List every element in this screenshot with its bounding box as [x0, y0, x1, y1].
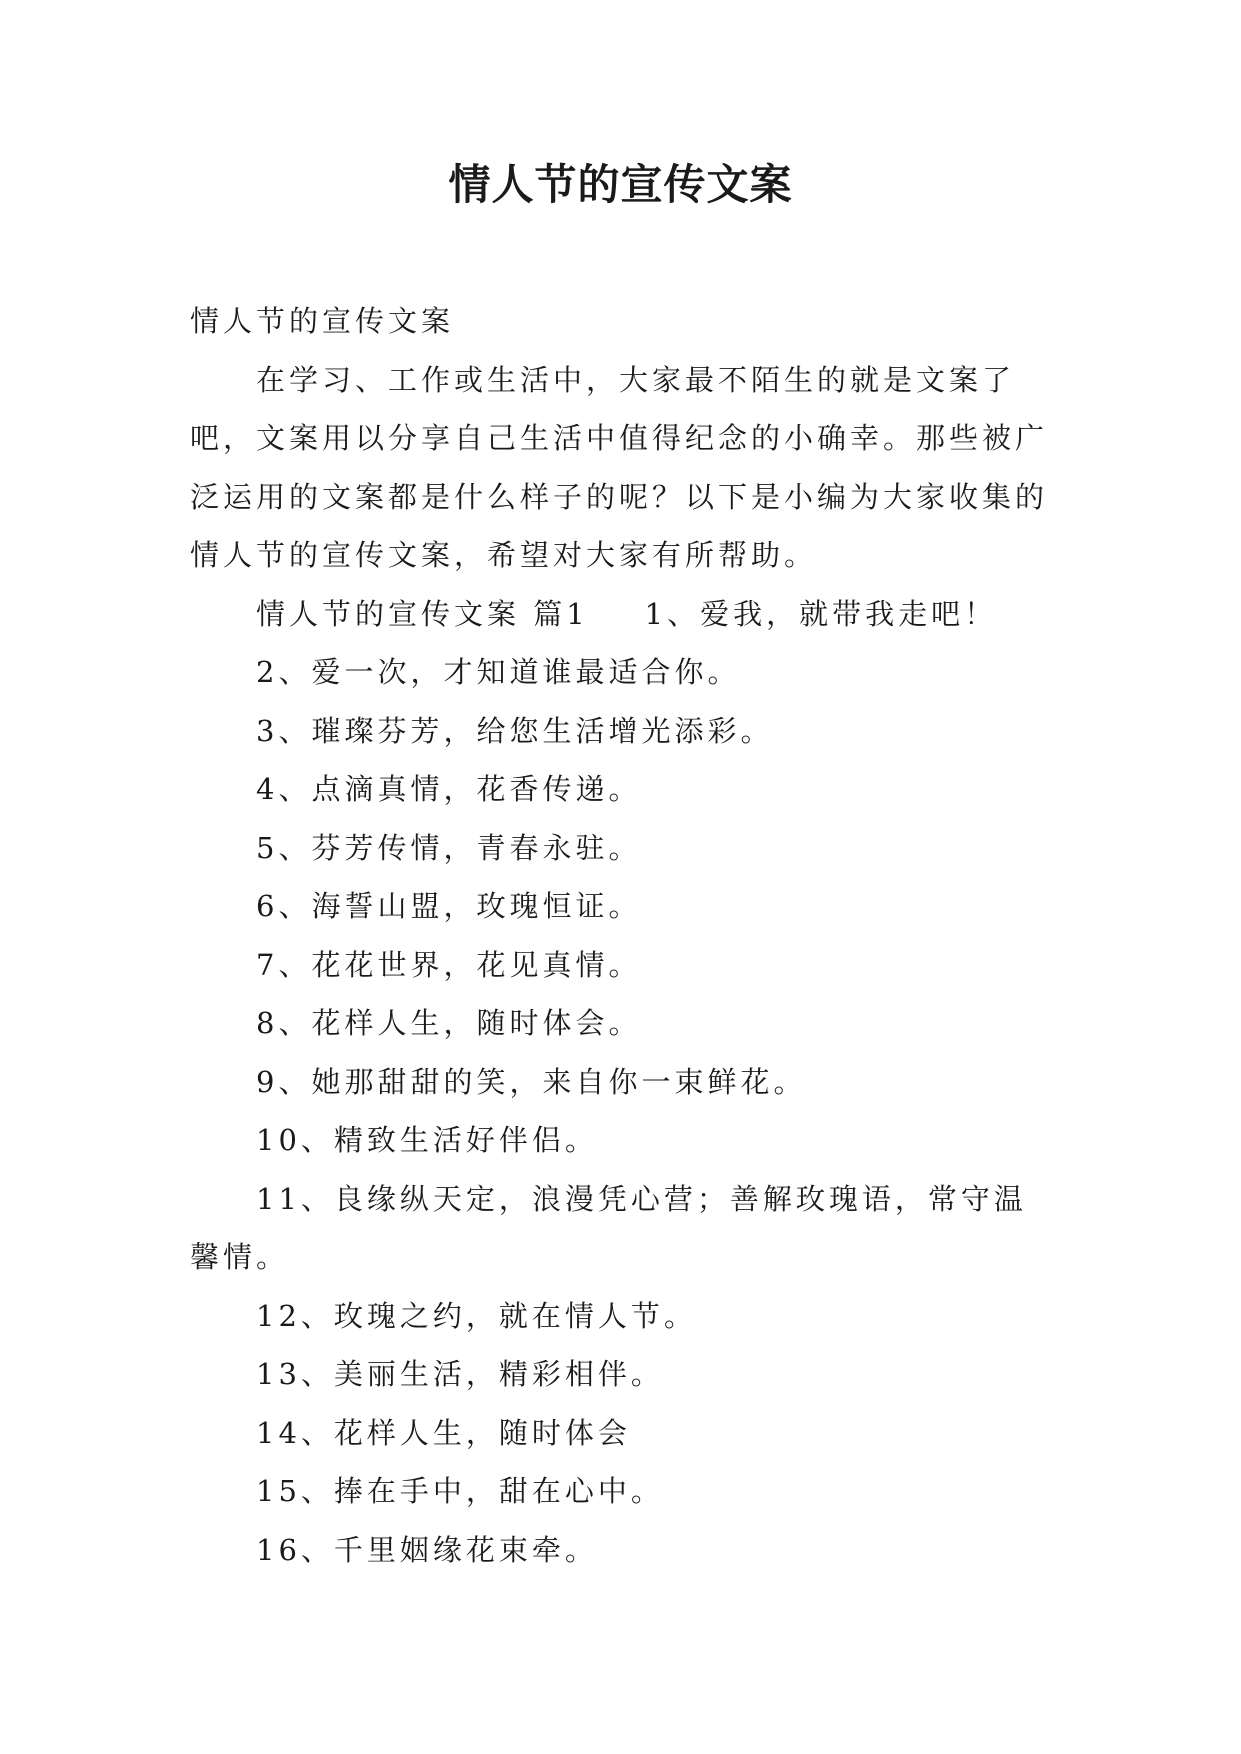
list-item: 15、捧在手中，甜在心中。 [256, 1474, 664, 1508]
list-item: 6、海誓山盟，玫瑰恒证。 [256, 889, 642, 923]
list-item: 13、美丽生活，精彩相伴。 [256, 1357, 664, 1391]
list-item: 4、点滴真情，花香传递。 [256, 772, 642, 806]
subtitle-line: 情人节的宣传文案 [190, 304, 455, 338]
document-body [190, 292, 1050, 1579]
list-item: 16、千里姻缘花束牵。 [256, 1532, 598, 1567]
list-item: 10、精致生活好伴侣。 [256, 1123, 598, 1157]
list-item: 8、花样人生，随时体会。 [256, 1006, 642, 1040]
list-item: 9、她那甜甜的笑，来自你一束鲜花。 [256, 1064, 807, 1099]
intro-paragraph: 在学习、工作或生活中，大家最不陌生的就是文案了吧，文案用以分享自己生活中值得纪念的小确幸。那些被广泛运用的文案都是什么样子的呢？以下是小编为大家收集的情人节的宣传文案，希望对大家有所帮助。 [190, 362, 1049, 572]
list-item: 14、花样人生，随时体会 [256, 1415, 631, 1450]
section-heading-line [190, 585, 1050, 644]
list-item: 5、芬芳传情，青春永驻。 [256, 830, 642, 865]
list-item: 11、良缘纵天定，浪漫凭心营；善解玫瑰语，常守温馨情。 [190, 1181, 1027, 1274]
list-item: 1、爱我，就带我走吧！ [644, 596, 998, 631]
list-item: 3、璀璨芬芳，给您生活增光添彩。 [256, 713, 774, 748]
document-title: 情人节的宣传文案 [448, 160, 793, 209]
list-item: 7、花花世界，花见真情。 [256, 947, 642, 982]
list-item: 12、玫瑰之约，就在情人节。 [256, 1298, 697, 1333]
list-item: 2、爱一次，才知道谁最适合你。 [256, 655, 741, 689]
section-heading: 情人节的宣传文案 篇1 [256, 596, 589, 631]
